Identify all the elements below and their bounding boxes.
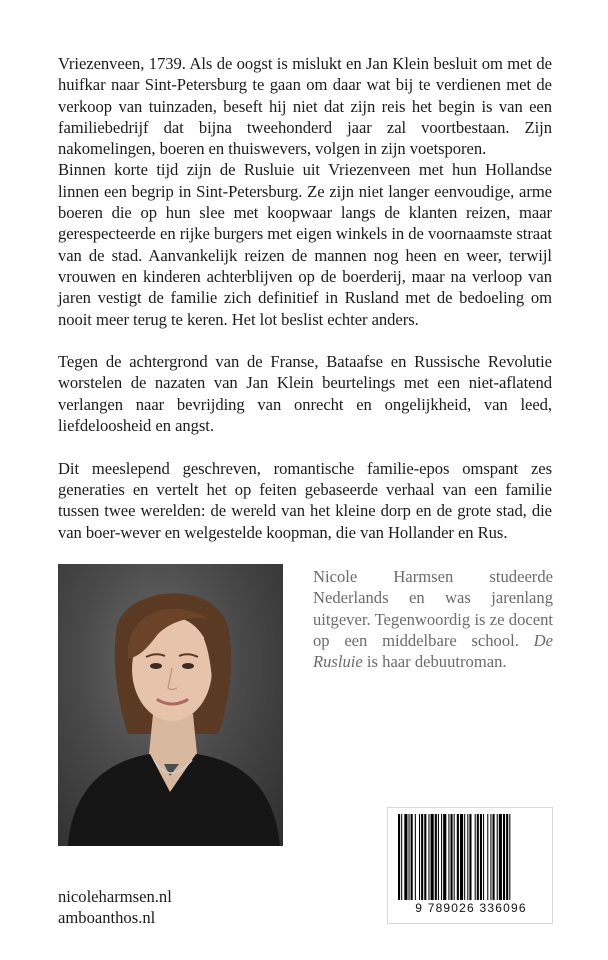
back-cover-blurb xyxy=(58,53,552,543)
author-portrait-illustration xyxy=(58,564,283,846)
isbn-number: 9 789026 336096 xyxy=(415,901,527,915)
blurb-paragraph-4: Dit meeslepend geschreven, romantische familie-epos omspant zes generaties en vertelt het op feiten gebaseerde verhaal van een familie tussen twee werelden: de wereld van het kleine dorp en de grote stad, die van boer-wever en welgestelde koopman, die van Hollander en Rus. xyxy=(58,458,552,542)
author-photo xyxy=(58,564,283,846)
website-links xyxy=(58,886,172,929)
blurb-paragraph-3: Tegen de achtergrond van de Franse, Bataafse en Russische Revolutie worstelen de nazaten van Jan Klein beurtelings met een niet-aflatend verlangen naar bevrijding van onrecht en ongelijkheid, van leed, liefdeloosheid en angst. xyxy=(58,352,552,436)
author-bio xyxy=(313,566,553,672)
isbn-barcode xyxy=(387,807,553,924)
blurb-paragraph-2: Binnen korte tijd zijn de Rusluie uit Vriezenveen met hun Hollandse linnen een begrip in Sint-Petersburg. Ze zijn niet langer eenvoudige, arme boeren die op hun slee met koopwaar langs de klanten reizen, maar gerespecteerde en rijke burgers met eigen winkels in de voornaamste straat van de stad. Aanvankelijk reizen de mannen nog heen en weer, terwijl vrouwen en kinderen achterblijven op de boerderij, maar na verloop van jaren vestigt de familie zich definitief in Rusland met de bedoeling om nooit meer terug te keren. Het lot beslist echter anders. xyxy=(58,160,552,329)
blurb-paragraph-1: Vriezenveen, 1739. Als de oogst is mislukt en Jan Klein besluit om met de huifkar naar Sint-Petersburg te gaan om daar wat bij te verdienen met de verkoop van tuinzaden, beseft hij niet dat zijn reis het begin is van een familiebedrijf dat bijna tweehonderd jaar zal voortbestaan. Zijn nakomelingen, boeren en thuiswevers, volgen in zijn voetsporen. xyxy=(58,54,552,159)
author-bio-text: Nicole Harmsen studeerde Nederlands en was jarenlang uitgever. Tegenwoordig is ze docent op een middelbare school. xyxy=(313,567,553,650)
publisher-website-link[interactable]: amboanthos.nl xyxy=(58,908,156,928)
book-title: De Rusluie xyxy=(313,630,553,672)
author-website-link[interactable]: nicoleharmsen.nl xyxy=(58,887,172,906)
barcode-bars xyxy=(396,814,546,900)
author-bio-suffix: is haar debuutroman. xyxy=(362,652,507,672)
